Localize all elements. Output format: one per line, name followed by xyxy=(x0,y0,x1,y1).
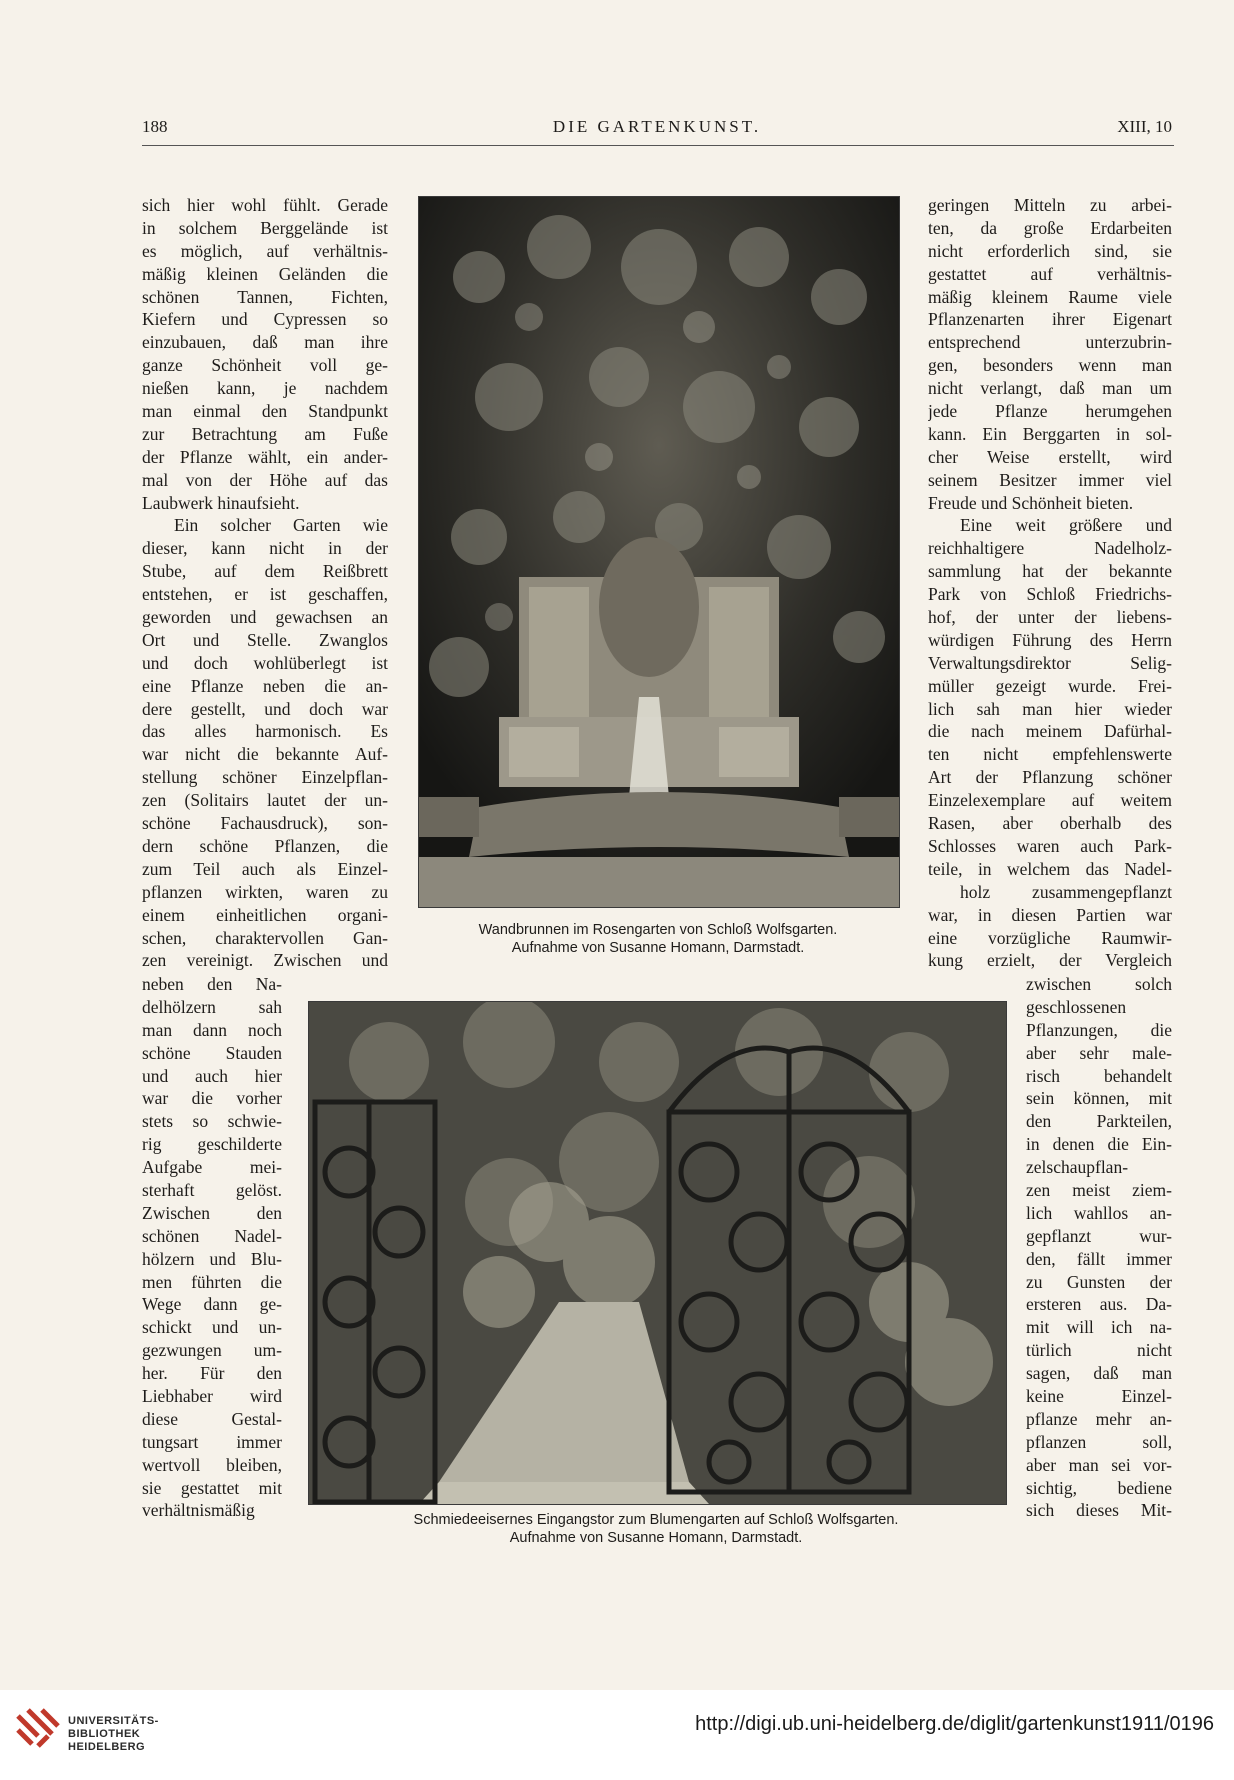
text-line: stellung schöner Einzelpflan- xyxy=(142,767,388,788)
text-line: Schlosses waren auch Park- xyxy=(928,835,1172,856)
text-line: schönen Nadel- xyxy=(142,1225,282,1246)
text-line: mal von der Höhe auf das xyxy=(142,469,388,490)
text-line: wertvoll bleiben, xyxy=(142,1454,282,1475)
text-line: schönen Tannen, Fichten, xyxy=(142,286,388,307)
text-line: rig geschilderte xyxy=(142,1134,282,1155)
fountain-photo xyxy=(418,196,900,908)
text-line: schen, charaktervollen Gan- xyxy=(142,927,388,948)
text-line: war, in diesen Partien war xyxy=(928,904,1172,925)
text-line: risch behandelt xyxy=(1026,1065,1172,1086)
text-line: in denen die Ein- xyxy=(1026,1134,1172,1155)
text-line: sich hier wohl fühlt. Gerade xyxy=(142,195,388,215)
source-url[interactable]: http://digi.ub.uni-heidelberg.de/diglit/gartenkunst1911/0196 xyxy=(695,1713,1214,1735)
text-line: sichtig, bediene xyxy=(1026,1477,1172,1498)
text-line: Ort und Stelle. Zwanglos xyxy=(142,629,388,650)
text-line: dern schöne Pflanzen, die xyxy=(142,835,388,856)
right-column-bottom-text xyxy=(1026,973,1172,1522)
text-line: Park von Schloß Friedrichs- xyxy=(928,584,1172,605)
text-line: stets so schwie- xyxy=(142,1111,282,1132)
text-line: ersteren aus. Da- xyxy=(1026,1294,1172,1315)
text-line: gezwungen um- xyxy=(142,1340,282,1361)
gate-photo xyxy=(308,1001,1007,1505)
fountain-illustration xyxy=(419,197,899,907)
gate-caption-credit: Aufnahme von Susanne Homann, Darmstadt. xyxy=(509,1530,803,1546)
text-line: Art der Pflanzung schöner xyxy=(928,767,1172,788)
text-line: hof, der unter der liebens- xyxy=(928,607,1172,628)
text-line: ten, da große Erdarbeiten xyxy=(928,217,1172,238)
text-line: pflanze mehr an- xyxy=(1026,1408,1172,1429)
text-line: zelschaupflan- xyxy=(1026,1157,1129,1178)
text-line: ten nicht empfehlenswerte xyxy=(928,744,1172,765)
text-line: Freude und Schönheit bieten. xyxy=(928,492,1134,513)
text-line: Pflanzungen, die xyxy=(1026,1019,1172,1040)
text-line: ganze Schönheit voll ge- xyxy=(142,355,388,376)
text-line: lich sah man hier wieder xyxy=(928,698,1172,719)
text-line: zen (Solitairs lautet der un- xyxy=(142,790,388,811)
text-line: geschlossenen xyxy=(1026,996,1127,1017)
text-line: nicht verlangt, daß man um xyxy=(928,378,1172,399)
text-line: war nicht die bekannte Auf- xyxy=(142,744,388,765)
text-line: sein können, mit xyxy=(1026,1088,1172,1109)
right-column-top-text xyxy=(928,194,1172,972)
text-line: die nach meinem Dafürhal- xyxy=(928,721,1172,742)
gate-caption xyxy=(300,1511,1012,1547)
text-line: nießen kann, je nachdem xyxy=(142,378,388,399)
text-line: gestattet auf verhältnis- xyxy=(928,263,1172,284)
text-line: mäßig kleinen Geländen die xyxy=(142,263,388,284)
text-line: kung erzielt, der Vergleich xyxy=(928,950,1172,971)
text-line: zen meist ziem- xyxy=(1026,1180,1172,1201)
text-line: keine Einzel- xyxy=(1026,1386,1172,1407)
text-line: dere gestellt, und doch war xyxy=(142,698,388,719)
text-line: sagen, daß man xyxy=(1026,1363,1172,1384)
volume-number: XIII, 10 xyxy=(1117,117,1172,136)
text-line: müller gezeigt wurde. Frei- xyxy=(928,675,1172,696)
text-line: sammlung hat der bekannte xyxy=(928,561,1172,582)
text-line: mit will ich na- xyxy=(1026,1317,1172,1338)
text-line: Rasen, aber oberhalb des xyxy=(928,813,1172,834)
text-line: man einmal den Standpunkt xyxy=(142,401,388,422)
library-name-line3: HEIDELBERG xyxy=(68,1741,146,1753)
text-line: schöne Fachausdruck), son- xyxy=(142,813,388,834)
text-line: einem einheitlichen organi- xyxy=(142,904,388,925)
text-line: gen, besonders wenn man xyxy=(928,355,1172,376)
page-number: 188 xyxy=(142,117,168,136)
text-line: cher Weise erstellt, wird xyxy=(928,446,1172,467)
text-line: sich dieses Mit- xyxy=(1026,1500,1172,1521)
text-line: in solchem Berggelände ist xyxy=(142,217,388,238)
text-line: eine vorzügliche Raumwir- xyxy=(928,927,1172,948)
text-line: hölzern und Blu- xyxy=(142,1248,282,1269)
text-line: es möglich, auf verhältnis- xyxy=(142,240,388,261)
text-line: zur Betrachtung am Fuße xyxy=(142,423,388,444)
library-name-line1: UNIVERSITÄTS- xyxy=(68,1715,159,1727)
text-line: men führten die xyxy=(142,1271,282,1292)
text-line: geringen Mitteln zu arbei- xyxy=(928,195,1172,215)
text-line: lich wahllos an- xyxy=(1026,1202,1172,1223)
text-line: Eine weit größere und xyxy=(960,515,1172,536)
text-line: und doch wohlüberlegt ist xyxy=(142,652,388,673)
ub-heidelberg-logo-icon xyxy=(14,1706,62,1756)
text-line: den Parkteilen, xyxy=(1026,1111,1172,1132)
text-line: entstehen, er ist geschaffen, xyxy=(142,584,388,605)
fountain-caption xyxy=(408,921,908,957)
text-line: aber man sei vor- xyxy=(1026,1454,1172,1475)
text-line: man dann noch xyxy=(142,1019,282,1040)
text-line: Liebhaber wird xyxy=(142,1386,282,1407)
fountain-caption-credit: Aufnahme von Susanne Homann, Darmstadt. xyxy=(511,940,805,956)
text-line: schöne Stauden xyxy=(142,1042,282,1063)
text-line: verhältnismäßig xyxy=(142,1500,255,1521)
text-line: Stube, auf dem Reißbrett xyxy=(142,561,388,582)
library-name xyxy=(68,1715,159,1754)
text-line: war die vorher xyxy=(142,1088,282,1109)
text-line: das alles harmonisch. Es xyxy=(142,721,388,742)
text-line: teile, in welchem das Nadel- xyxy=(928,858,1172,879)
journal-title: DIE GARTENKUNST. xyxy=(552,117,762,136)
text-line: eine Pflanze neben die an- xyxy=(142,675,388,696)
text-line: nicht erforderlich sind, sie xyxy=(928,240,1172,261)
text-line: her. Für den xyxy=(142,1363,282,1384)
text-line: entsprechend unterzubrin- xyxy=(928,332,1172,353)
text-line: Kiefern und Cypressen so xyxy=(142,309,388,330)
text-line: aber sehr male- xyxy=(1026,1042,1172,1063)
text-line: Verwaltungsdirektor Selig- xyxy=(928,652,1172,673)
text-line: gepflanzt wur- xyxy=(1026,1225,1172,1246)
text-line: den, fällt immer xyxy=(1026,1248,1172,1269)
text-line: Laubwerk hinaufsieht. xyxy=(142,492,300,513)
text-line: würdigen Führung des Herrn xyxy=(928,629,1172,650)
text-line: sie gestattet mit xyxy=(142,1477,282,1498)
text-line: holz zusammengepflanzt xyxy=(960,881,1172,902)
fountain-caption-title: Wandbrunnen im Rosengarten von Schloß Wolfsgarten. xyxy=(478,922,838,938)
text-line: zen vereinigt. Zwischen und xyxy=(142,950,388,971)
text-line: Ein solcher Garten wie xyxy=(174,515,388,536)
library-name-line2: BIBLIOTHEK xyxy=(68,1728,141,1740)
text-line: reichhaltigere Nadelholz- xyxy=(928,538,1172,559)
text-line: der Pflanze wählt, ein ander- xyxy=(142,446,388,467)
text-line: Zwischen den xyxy=(142,1202,282,1223)
text-line: zum Teil auch als Einzel- xyxy=(142,858,388,879)
text-line: Pflanzenarten ihrer Eigenart xyxy=(928,309,1172,330)
text-line: jede Pflanze herumgehen xyxy=(928,401,1172,422)
text-line: pflanzen wirkten, waren zu xyxy=(142,881,388,902)
text-line: sterhaft gelöst. xyxy=(142,1180,282,1201)
gate-caption-title: Schmiedeeisernes Eingangstor zum Blumengarten auf Schloß Wolfsgarten. xyxy=(413,1512,899,1528)
text-line: Einzelexemplare auf weitem xyxy=(928,790,1172,811)
text-line: Wege dann ge- xyxy=(142,1294,282,1315)
text-line: kann. Ein Berggarten in sol- xyxy=(928,423,1172,444)
text-line: schickt und un- xyxy=(142,1317,282,1338)
text-line: neben den Na- xyxy=(142,974,282,994)
text-line: zu Gunsten der xyxy=(1026,1271,1172,1292)
text-line: seinem Besitzer immer viel xyxy=(928,469,1172,490)
text-line: und auch hier xyxy=(142,1065,282,1086)
text-line: Aufgabe mei- xyxy=(142,1157,282,1178)
text-line: türlich nicht xyxy=(1026,1340,1172,1361)
header-rule xyxy=(142,145,1174,146)
running-header xyxy=(142,117,1172,141)
text-line: geworden und gewachsen an xyxy=(142,607,388,628)
left-column-bottom-text xyxy=(142,973,282,1522)
text-line: pflanzen soll, xyxy=(1026,1431,1172,1452)
text-line: tungsart immer xyxy=(142,1431,282,1452)
text-line: mäßig kleinem Raume viele xyxy=(928,286,1172,307)
text-line: einzubauen, daß man ihre xyxy=(142,332,388,353)
text-line: diese Gestal- xyxy=(142,1408,282,1429)
gate-illustration xyxy=(309,1002,1006,1504)
left-column-top-text xyxy=(142,194,388,972)
text-line: dieser, kann nicht in der xyxy=(142,538,388,559)
text-line: delhölzern sah xyxy=(142,996,282,1017)
text-line: zwischen solch xyxy=(1026,974,1172,994)
